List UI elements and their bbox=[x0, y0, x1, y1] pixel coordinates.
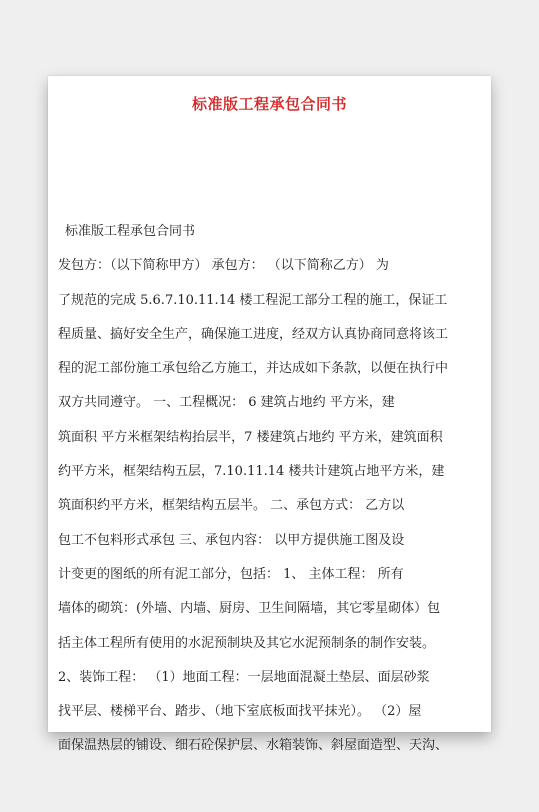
body-line: 2、装饰工程： （1）地面工程：一层地面混凝土垫层、面层砂浆 bbox=[58, 669, 430, 685]
body-line: 约平方米，框架结构五层，7.10.11.14 楼共计建筑占地平方米，建 bbox=[58, 464, 445, 480]
body-line: 程的泥工部份施工承包给乙方施工，并达成如下条款，以便在执行中 bbox=[58, 361, 449, 377]
body-line: 筑面积 平方米框架结构抬层半，7 楼建筑占地约 平方米，建筑面积 bbox=[58, 429, 443, 445]
body-line: 计变更的图纸的所有泥工部分，包括： 1、 主体工程： 所有 bbox=[58, 566, 404, 582]
body-line: 程质量、搞好安全生产，确保施工进度，经双方认真协商同意将该工 bbox=[58, 326, 449, 342]
body-line: 找平层、楼梯平台、踏步、（地下室底板面找平抹光）。 （2）屋 bbox=[58, 704, 422, 720]
body-line: 括主体工程所有使用的水泥预制块及其它水泥预制条的制作安装。 bbox=[58, 635, 436, 651]
document-title: 标准版工程承包合同书 bbox=[191, 95, 347, 113]
document-page bbox=[48, 76, 491, 754]
body-line: 发包方：（以下简称甲方） 承包方： （以下简称乙方） 为 bbox=[58, 258, 389, 274]
body-line: 包工不包料形式承包 三、承包内容： 以甲方提供施工图及设 bbox=[58, 532, 405, 548]
body-line: 筑面积约平方米，框架结构五层半。 二、承包方式： 乙方以 bbox=[58, 498, 405, 514]
document-body bbox=[58, 222, 528, 771]
body-line: 面保温热层的铺设、细石砼保护层、水箱装饰、斜屋面造型、天沟、 bbox=[58, 738, 449, 754]
body-line: 墙体的砌筑：(外墙、内墙、厨房、卫生间隔墙，其它零星砌体）包 bbox=[58, 601, 441, 617]
body-line: 双方共同遵守。 一、工程概况： 6 建筑占地约 平方米，建 bbox=[58, 395, 395, 411]
document-subtitle: 标准版工程承包合同书 bbox=[65, 224, 196, 239]
body-line: 了规范的完成 5.6.7.10.11.14 楼工程泥工部分工程的施工，保证工 bbox=[58, 292, 448, 308]
